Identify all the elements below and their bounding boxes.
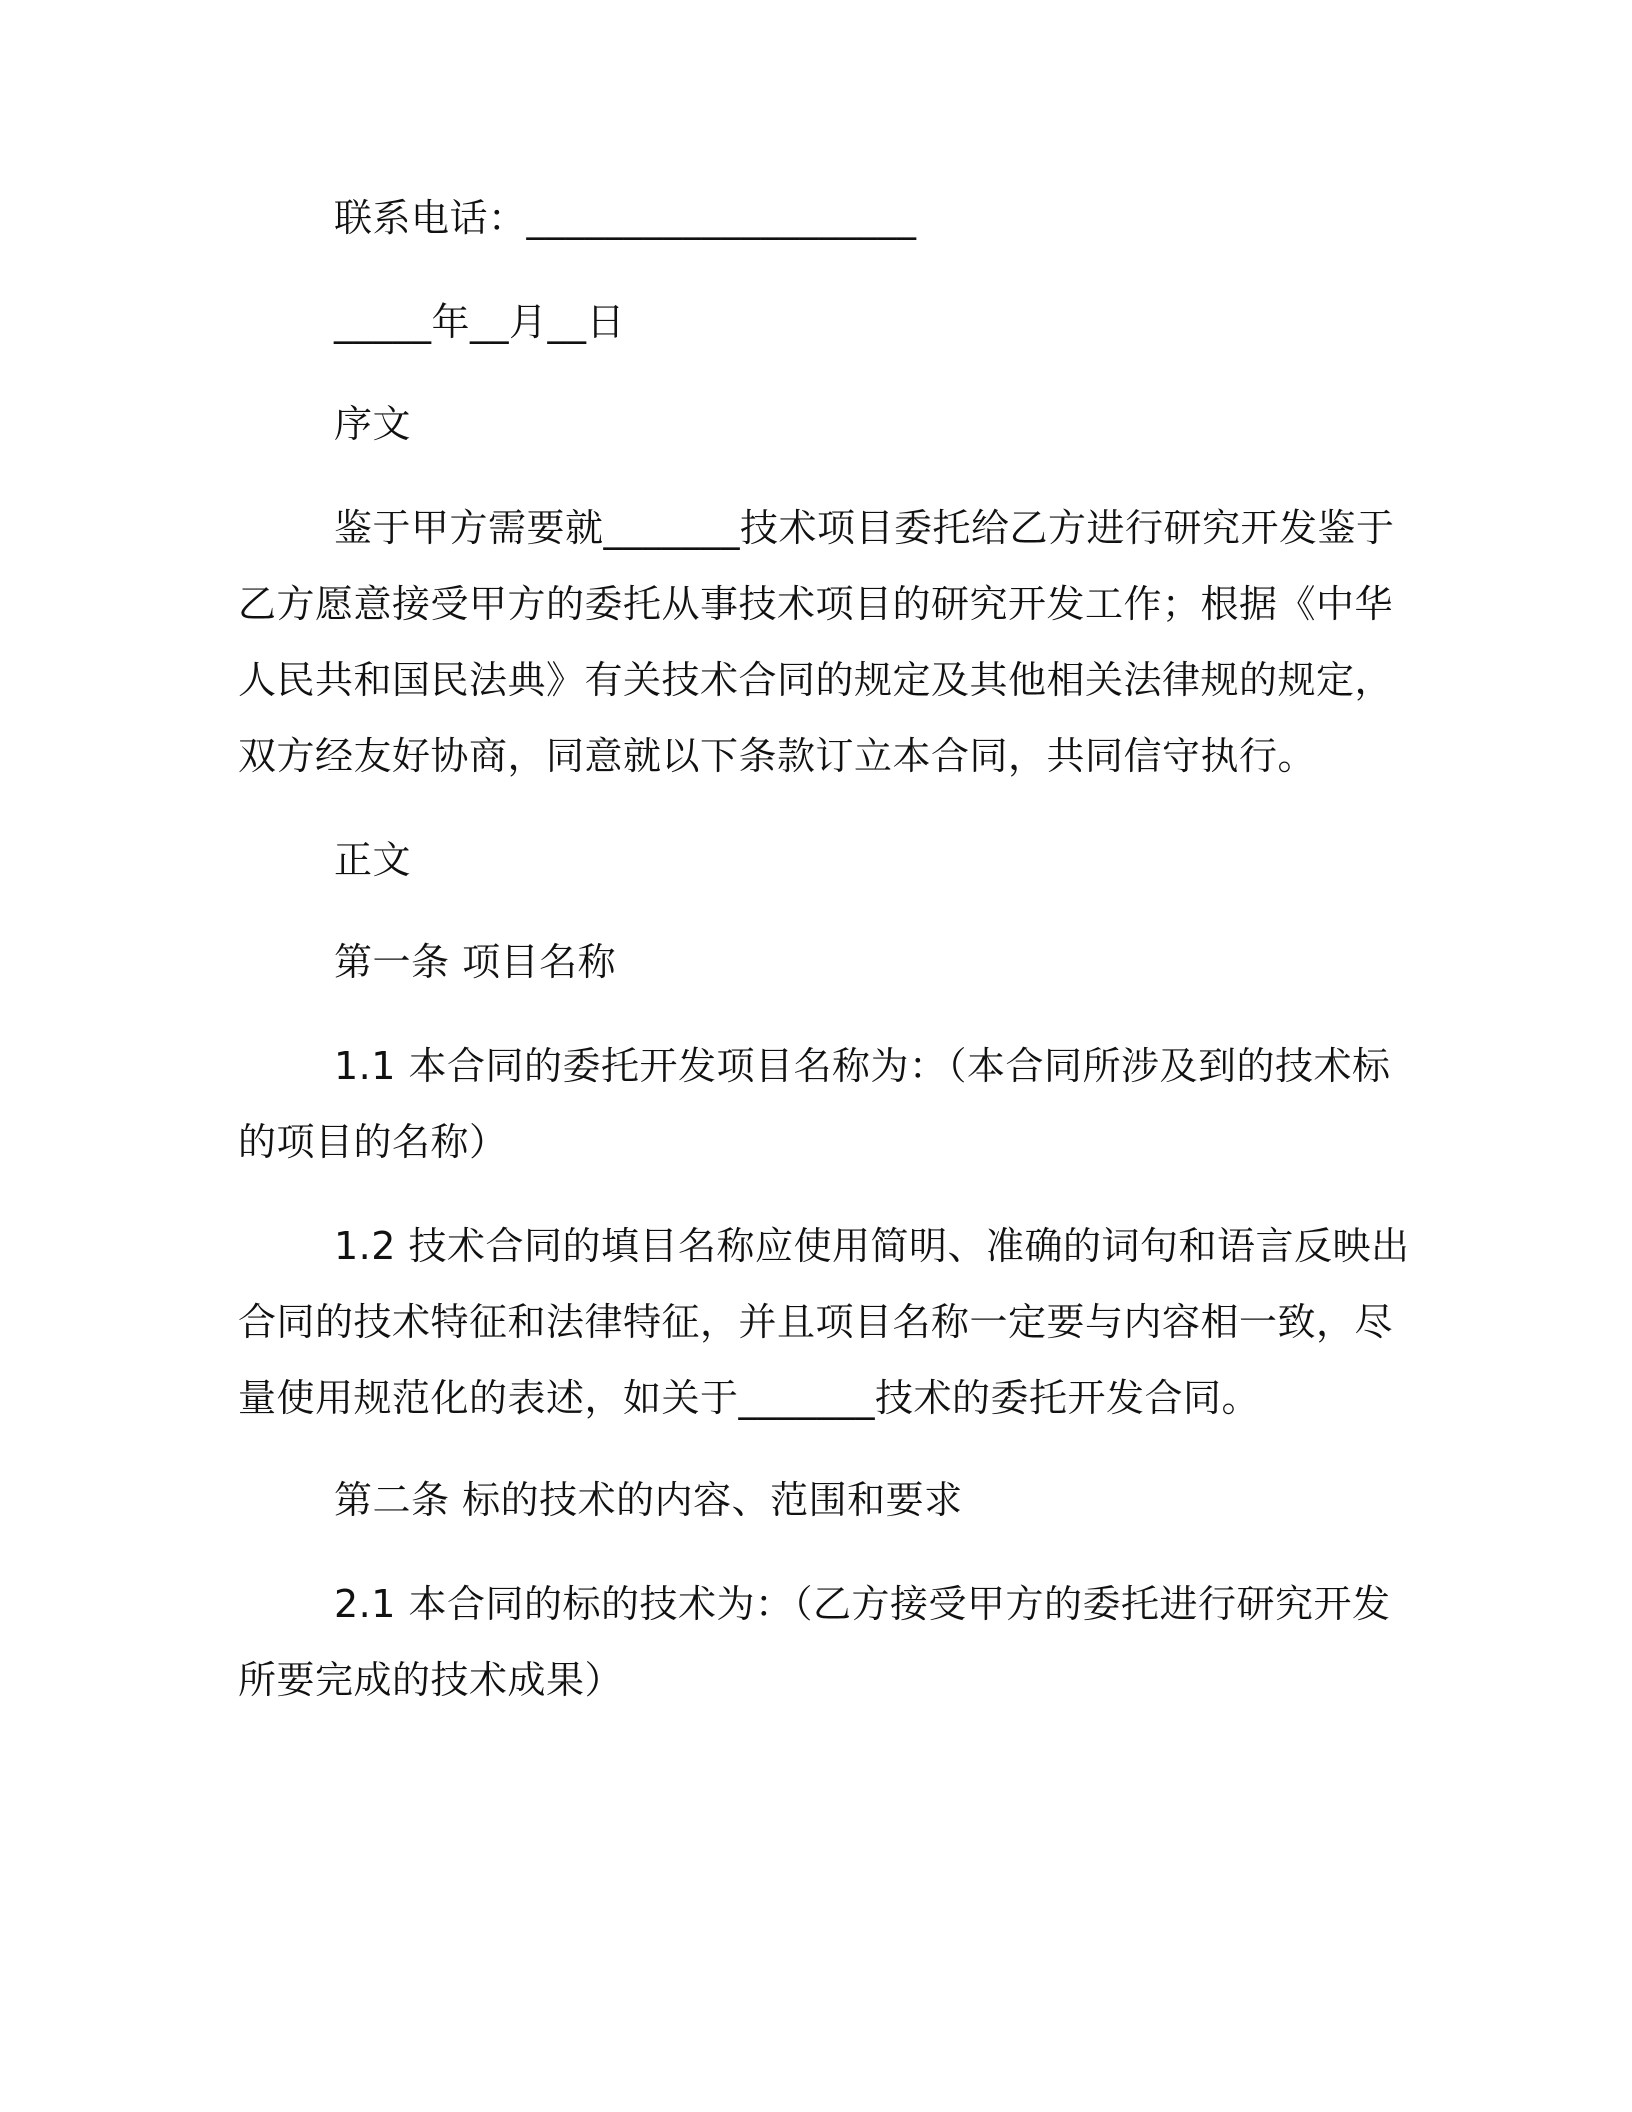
article-2-title: 第二条 标的技术的内容、范围和要求 (334, 1478, 963, 1522)
body-heading: 正文 (334, 838, 412, 882)
date-line: _____年__月__日 (334, 300, 626, 344)
clause-2-1-line-1: 2.1 本合同的标的技术为：（乙方接受甲方的委托进行研究开发 (334, 1582, 1391, 1626)
preface-line-2: 乙方愿意接受甲方的委托从事技术项目的研究开发工作；根据《中华 (238, 582, 1394, 626)
preface-line-1: 鉴于甲方需要就_______技术项目委托给乙方进行研究开发鉴于 (334, 506, 1395, 550)
article-1-title: 第一条 项目名称 (334, 940, 617, 984)
clause-1-2-line-2: 合同的技术特征和法律特征，并且项目名称一定要与内容相一致，尽 (238, 1300, 1394, 1344)
contact-phone-line: 联系电话：____________________ (334, 196, 917, 240)
clause-1-2-line-1: 1.2 技术合同的填目名称应使用简明、准确的词句和语言反映出 (334, 1224, 1410, 1268)
clause-1-2-line-3: 量使用规范化的表述，如关于_______技术的委托开发合同。 (238, 1376, 1261, 1420)
clause-2-1-line-2: 所要完成的技术成果） (238, 1658, 624, 1702)
preface-line-4: 双方经友好协商，同意就以下条款订立本合同，共同信守执行。 (238, 734, 1317, 778)
preface-heading: 序文 (334, 402, 412, 446)
clause-1-1-line-2: 的项目的名称） (238, 1120, 508, 1164)
preface-line-3: 人民共和国民法典》有关技术合同的规定及其他相关法律规的规定， (238, 658, 1394, 702)
clause-1-1-line-1: 1.1 本合同的委托开发项目名称为：（本合同所涉及到的技术标 (334, 1044, 1391, 1088)
